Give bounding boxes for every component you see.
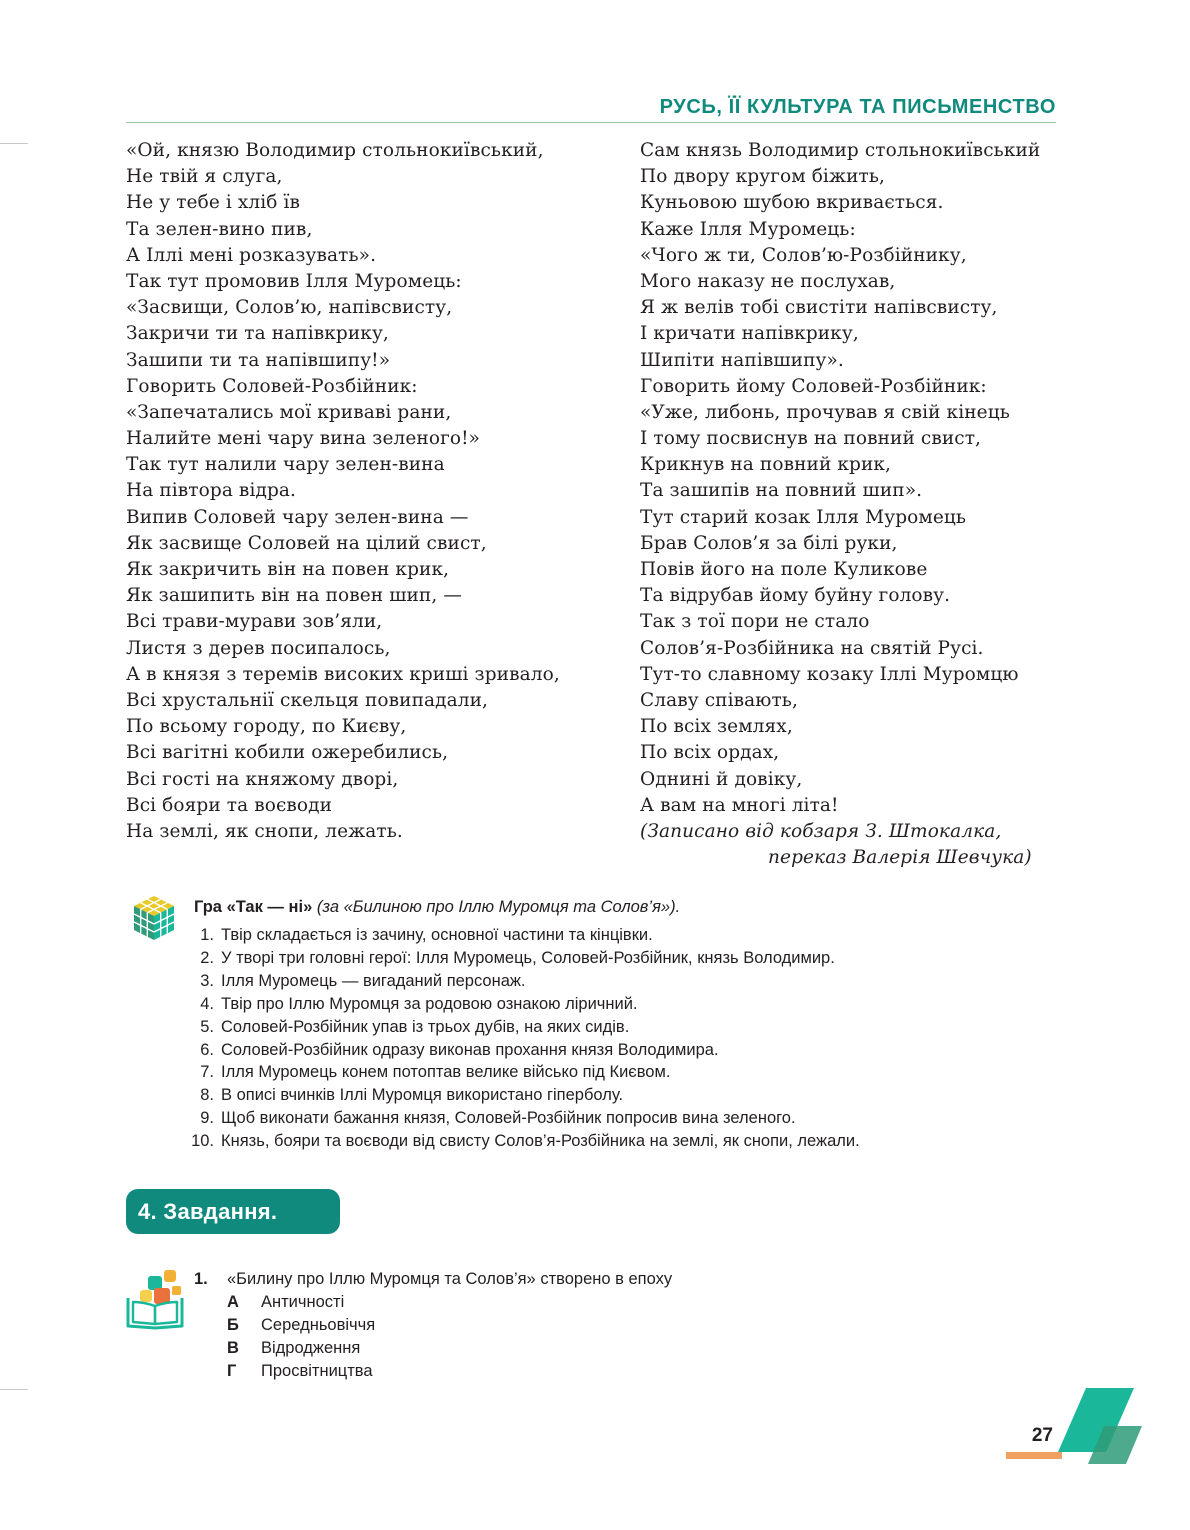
margin-mark-top <box>0 143 28 144</box>
poem-line: Всі вагітні кобили ожеребились, <box>126 742 449 764</box>
poem-line: Так з тої пори не стало <box>640 611 870 633</box>
poem-line: Я ж велів тобі свистіти напівсвисту, <box>640 297 998 319</box>
game-statement-text: Твір складається із зачину, основної частини та кінцівки. <box>221 926 653 944</box>
task-option-letter: А <box>227 1293 239 1311</box>
game-statement <box>186 993 860 1016</box>
task-option <box>227 1360 375 1383</box>
poem-line: Всі гості на княжому дворі, <box>126 768 399 790</box>
game-statement-text: В описі вчинків Іллі Муромця використано гіперболу. <box>221 1086 624 1105</box>
poem-line: На землі, як снопи, лежать. <box>126 820 403 842</box>
poem-line: Не у тебе і хліб їв <box>126 192 301 214</box>
task-option-text: Середньовіччя <box>261 1316 376 1334</box>
poem-credit-line: (Записано від кобзаря З. Штокалка, <box>640 820 1002 842</box>
game-title <box>194 896 680 918</box>
game-statement <box>186 1130 860 1153</box>
game-statement <box>186 970 860 993</box>
poem-line: По двору кругом біжить, <box>640 166 885 188</box>
poem-line: А вам на многі літа! <box>640 794 839 816</box>
poem-line: Зашипи ти та напівшипу!» <box>126 349 391 371</box>
poem-line: Налийте мені чару вина зеленого!» <box>126 428 481 450</box>
poem-line: Як зашипить він на повен шип, — <box>126 585 462 607</box>
poem-column-left <box>126 138 560 845</box>
poem-line: Всі трави-мурави зов’яли, <box>126 611 383 633</box>
task-options-list <box>227 1291 375 1383</box>
game-statement-number: 8. <box>200 1086 214 1105</box>
poem-line: Куньовою шубою вкривається. <box>640 192 944 214</box>
task-question <box>194 1268 672 1290</box>
poem-line: «Ой, князю Володимир стольнокиївський, <box>126 140 544 161</box>
game-statement-text: Ілля Муромець конем потоптав велике військо під Києвом. <box>221 1063 671 1082</box>
poem-line: Тут-то славному козаку Іллі Муромцю <box>640 663 1019 685</box>
game-statement <box>186 1107 860 1130</box>
poem-line: Шипіти напівшипу». <box>640 349 844 371</box>
parallelogram-shape <box>1058 1388 1142 1464</box>
game-statement-text: У творі три головні герої: Ілля Муромець, Соловей-Розбійник, князь Володимир. <box>221 948 835 967</box>
task-option-letter: Г <box>227 1362 237 1380</box>
poem-line: «Чого ж ти, Солов’ю-Розбійнику, <box>640 244 967 266</box>
poem-credit-line: переказ Валерія Шевчука) <box>768 847 1032 869</box>
poem-line: Всі бояри та воєводи <box>126 794 333 816</box>
poem-line: Та відрубав йому буйну голову. <box>640 585 951 607</box>
margin-mark-bottom <box>0 1389 28 1390</box>
task-option <box>227 1314 375 1337</box>
task-number: 1. <box>194 1270 208 1288</box>
game-statement-number: 10. <box>191 1132 214 1151</box>
task-option-text: Античності <box>261 1293 345 1311</box>
poem-line: І кричати напівкрику, <box>640 323 859 345</box>
game-statement-text: Князь, бояри та воєводи від свисту Солов’я-Розбійника на землі, як снопи, лежали. <box>221 1132 860 1151</box>
poem-line: Говорить Соловей-Розбійник: <box>126 375 418 397</box>
game-statement <box>186 947 860 970</box>
poem-line: Брав Солов’я за білі руки, <box>640 532 898 554</box>
cube-icon <box>130 894 178 942</box>
game-statement-number: 6. <box>200 1040 214 1059</box>
game-statement <box>186 1016 860 1039</box>
game-statement <box>186 1039 860 1062</box>
header-title: РУСЬ, ЇЇ КУЛЬТУРА ТА ПИСЬМЕНСТВО <box>659 96 1056 118</box>
page-number-underline <box>1006 1452 1062 1459</box>
task-option-letter: В <box>227 1339 239 1357</box>
task-option-text: Відродження <box>261 1339 361 1357</box>
task-option-text: Просвітництва <box>261 1362 373 1380</box>
page-number: 27 <box>1031 1425 1053 1446</box>
game-statement-number: 9. <box>200 1109 214 1128</box>
poem-line: По всіх землях, <box>640 716 793 738</box>
poem-line: Всі хрустальнії скельця повипадали, <box>126 689 489 711</box>
poem-line: Як закричить він на повен крик, <box>126 559 450 580</box>
poem-line: Та зашипів на повний шип». <box>640 480 923 502</box>
game-statement-number: 5. <box>200 1017 214 1036</box>
game-statement-text: Щоб виконати бажання князя, Соловей-Розбійник попросив вина зеленого. <box>221 1109 796 1128</box>
poem-line: Солов’я-Розбійника на святій Русі. <box>640 637 984 659</box>
game-statement-text: Ілля Муромець — вигаданий персонаж. <box>221 971 526 990</box>
poem-line: І тому посвиснув на повний свист, <box>640 428 982 450</box>
poem-line: Мого наказу не послухав, <box>640 270 896 292</box>
poem-line: Крикнув на повний крик, <box>640 454 892 476</box>
poem-line: Не твій я слуга, <box>126 166 283 188</box>
poem-line: Закричи ти та напівкрику, <box>126 323 389 345</box>
game-statement <box>186 1084 860 1107</box>
poem-line: Однині й довіку, <box>640 768 803 790</box>
game-title-italic: (за «Билиною про Іллю Муромця та Солов’я»). <box>312 898 681 916</box>
running-header <box>126 92 1056 123</box>
poem-column-right <box>640 138 1040 871</box>
poem-line: Та зелен-вино пив, <box>126 218 313 240</box>
task-question-text: «Билину про Іллю Муромця та Солов’я» створено в епоху <box>227 1270 673 1288</box>
section-badge: 4. Завдання. <box>126 1189 340 1234</box>
game-statement-text: Соловей-Розбійник упав із трьох дубів, на яких сидів. <box>221 1017 630 1036</box>
book-blocks-icon <box>124 1268 186 1330</box>
game-statement <box>186 1061 860 1084</box>
poem-line: «Запечатались мої криваві рани, <box>126 401 452 423</box>
task-option-letter: Б <box>227 1316 239 1334</box>
poem-line: А Іллі мені розказувать». <box>126 244 377 266</box>
game-statement <box>186 924 860 947</box>
game-statement-text: Соловей-Розбійник одразу виконав прохання князя Володимира. <box>221 1040 719 1059</box>
poem-line: Славу співають, <box>640 689 798 711</box>
poem-line: «Засвищи, Солов’ю, напівсвисту, <box>126 297 453 319</box>
poem-line: Говорить йому Соловей-Розбійник: <box>640 375 987 397</box>
poem-line: Сам князь Володимир стольнокиївський <box>640 140 1041 161</box>
game-title-bold: Гра «Так — ні» <box>194 898 313 916</box>
game-statement-number: 7. <box>200 1063 214 1082</box>
poem-line: На півтора відра. <box>126 480 297 502</box>
game-statement-number: 3. <box>200 971 214 990</box>
game-statement-number: 4. <box>200 994 214 1013</box>
poem-line: Повів його на поле Куликове <box>640 559 928 580</box>
game-statement-number: 1. <box>200 926 214 944</box>
poem-line: А в князя з теремів високих криші зривало, <box>126 663 560 685</box>
poem-line: Тут старий козак Ілля Муромець <box>640 506 967 528</box>
poem-line: Так тут промовив Ілля Муромець: <box>126 270 462 292</box>
poem-line: По всіх ордах, <box>640 742 780 764</box>
game-statement-text: Твір про Іллю Муромця за родовою ознакою ліричний. <box>221 994 638 1013</box>
poem-line: Як засвище Соловей на цілий свист, <box>126 532 487 554</box>
task-option <box>227 1291 375 1314</box>
poem-line: «Уже, либонь, прочував я свій кінець <box>640 401 1010 423</box>
game-statement-number: 2. <box>200 948 214 967</box>
poem-line: По всьому городу, по Києву, <box>126 716 407 738</box>
game-statement-list <box>186 924 860 1153</box>
poem-line: Так тут налили чару зелен-вина <box>126 454 445 476</box>
poem-line: Випив Соловей чару зелен-вина — <box>126 506 469 528</box>
poem-line: Листя з дерев посипалось, <box>126 637 391 659</box>
poem-line: Каже Ілля Муромець: <box>640 218 856 240</box>
task-option <box>227 1337 375 1360</box>
